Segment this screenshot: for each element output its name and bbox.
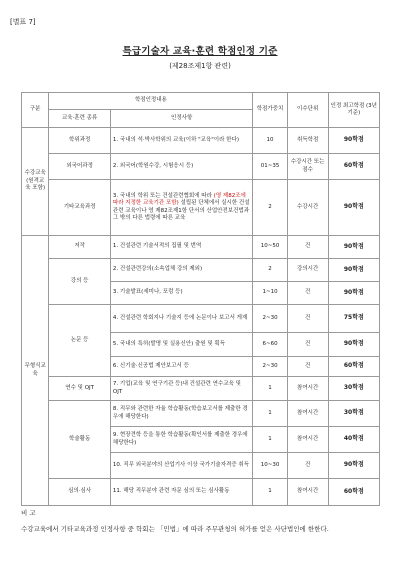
row-detail <box>110 180 253 236</box>
table-row <box>22 401 380 427</box>
row-unit: 강의시간 <box>287 259 328 282</box>
row-credit: 10 <box>253 128 287 154</box>
header-credits: 학점가중치 <box>253 93 287 128</box>
table-row <box>22 259 380 282</box>
row-unit: 건 <box>287 333 328 357</box>
row-unit: 수강시간 또는 점수 <box>287 154 328 180</box>
row-unit: 수강시간 <box>287 180 328 236</box>
row-unit: 참여시간 <box>287 401 328 427</box>
table-row <box>22 154 380 180</box>
row-credit: 2~30 <box>253 305 287 333</box>
row-max: 60학점 <box>328 357 379 377</box>
row-detail: 11. 해당 직무분야 관련 자문 심의 또는 심사활동 <box>110 479 253 506</box>
row-type: 학술활동 <box>49 401 111 479</box>
row-credit: 1 <box>253 427 287 453</box>
row-max: 75학점 <box>328 305 379 333</box>
row-max: 90학점 <box>328 333 379 357</box>
table-row <box>22 305 380 333</box>
row-max: 90학점 <box>328 236 379 259</box>
table-row <box>22 236 380 259</box>
row-type: 학위과정 <box>49 128 111 154</box>
row-unit: 건 <box>287 282 328 305</box>
row-detail: 8. 직무와 관련한 자율 학습활동(학습보고서를 제출한 경우에 해당한다) <box>110 401 253 427</box>
header-max: 인정 최고학점 (3년 기준) <box>328 93 379 128</box>
table-row <box>22 180 380 236</box>
row-unit: 건 <box>287 357 328 377</box>
detail-part: 3. 국내의 학위 또는 건설관련협회에 따라 <box>112 192 212 199</box>
row-credit: 2~30 <box>253 357 287 377</box>
row-max: 90학점 <box>328 453 379 479</box>
row-detail: 7. 기업(교육 및 연구기관 등)내 건설관련 연수교육 및 OJT <box>110 377 253 401</box>
row-max: 60학점 <box>328 479 379 506</box>
note-text: 수강교육에서 기타교육과정 인정사항 중 학회는 「민법」에 따라 주무관청의 허가를 얻은 사단법인에 한한다. <box>21 525 329 533</box>
row-credit: 2 <box>253 259 287 282</box>
header-detail: 인정사항 <box>110 110 253 128</box>
document-subtitle: (제28조제1항 관련) <box>169 62 231 70</box>
row-type: 기타교육과정 <box>49 180 111 236</box>
row-type: 심의·심사 <box>49 479 111 506</box>
row-max: 90학점 <box>328 259 379 282</box>
note-heading: 비 고 <box>21 509 36 517</box>
row-type: 강의 등 <box>49 259 111 305</box>
table-row <box>22 479 380 506</box>
document-title: 특급기술자 교육·훈련 학점인정 기준 <box>122 46 278 57</box>
row-max: 30학점 <box>328 401 379 427</box>
row-detail: 4. 건설관련 학회지나 기술지 등에 논문이나 보고서 게재 <box>110 305 253 333</box>
row-max: 90학점 <box>328 128 379 154</box>
row-credit: 1~10 <box>253 282 287 305</box>
row-credit: 1 <box>253 377 287 401</box>
section-label: 수강교육 (원격교육 포함) <box>22 128 49 236</box>
row-credit: 1 <box>253 479 287 506</box>
header-content-group: 학점인정내용 <box>49 93 253 110</box>
row-max: 30학점 <box>328 377 379 401</box>
row-credit: 10~30 <box>253 453 287 479</box>
row-max: 40학점 <box>328 427 379 453</box>
row-unit: 참여시간 <box>287 427 328 453</box>
row-type: 저작 <box>49 236 111 259</box>
header-category: 구분 <box>22 93 49 128</box>
row-detail: 6. 신기술·신공법 제안보고서 등 <box>110 357 253 377</box>
row-unit: 참여시간 <box>287 377 328 401</box>
detail-emphasis: (영 제82조에 따라 지정한 교육기관 포함) <box>112 192 246 207</box>
row-type: 외국어과정 <box>49 154 111 180</box>
annex-tag: [별표 7] <box>10 18 36 26</box>
row-credit: 2 <box>253 180 287 236</box>
row-credit: 6~60 <box>253 333 287 357</box>
row-credit: 01~35 <box>253 154 287 180</box>
row-type: 연수 및 OJT <box>49 377 111 401</box>
section-label: 무형식교육 <box>22 236 49 506</box>
row-unit: 건 <box>287 453 328 479</box>
detail-part: 설립된 단체에서 실시한 건설관련 교육이나 영 제82조제1항 단서의 산업안전보건법과 그 밖의 다른 법령에 따른 교육 <box>112 200 250 221</box>
row-unit: 건 <box>287 305 328 333</box>
row-detail: 2. 외국어(학원수강, 시험응시 등) <box>110 154 253 180</box>
row-detail: 1. 국내의 석·박사학위의 교육(이하 "교육"이라 한다) <box>110 128 253 154</box>
header-type: 교육·훈련 종류 <box>49 110 111 128</box>
row-unit: 건 <box>287 236 328 259</box>
row-unit: 참여시간 <box>287 479 328 506</box>
row-max: 90학점 <box>328 180 379 236</box>
row-unit: 취득학점 <box>287 128 328 154</box>
row-max: 90학점 <box>328 282 379 305</box>
row-detail: 2. 건설관련강의(소속업체 강의 제외) <box>110 259 253 282</box>
row-detail: 9. 현장견학 등을 통한 학습활동(확인서를 제출한 경우에 해당한다) <box>110 427 253 453</box>
row-max: 60학점 <box>328 154 379 180</box>
header-unit: 이수단위 <box>287 93 328 128</box>
row-detail: 1. 건설관련 기술서적의 집필 및 번역 <box>110 236 253 259</box>
row-detail: 3. 기술발표(세미나, 포럼 등) <box>110 282 253 305</box>
row-credit: 1 <box>253 401 287 427</box>
row-credit: 10~50 <box>253 236 287 259</box>
table-row <box>22 377 380 401</box>
table-row <box>22 128 380 154</box>
credit-table <box>21 92 380 506</box>
row-detail: 5. 국내의 특허(발명 및 실용신안) 출원 및 획득 <box>110 333 253 357</box>
row-type: 논문 등 <box>49 305 111 377</box>
row-detail: 10. 직무 외국분야의 산업기사 이상 국가기술자격증 취득 <box>110 453 253 479</box>
